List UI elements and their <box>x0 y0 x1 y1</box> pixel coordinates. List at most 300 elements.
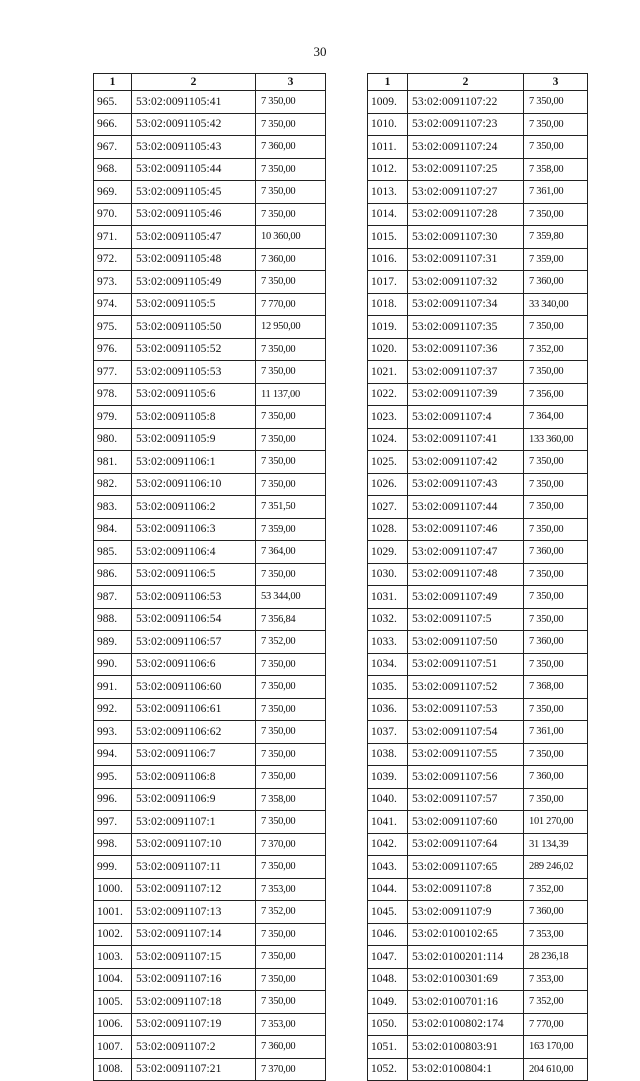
table-row <box>94 113 326 136</box>
column-header-number: 1 <box>368 74 408 91</box>
row-value: 7 350,00 <box>256 158 326 181</box>
row-number: 1012. <box>368 158 408 181</box>
cadastral-number: 53:02:0091105:6 <box>132 383 256 406</box>
row-value: 7 360,00 <box>256 248 326 271</box>
row-number: 1024. <box>368 428 408 451</box>
row-number: 1007. <box>94 1036 132 1059</box>
row-number: 1050. <box>368 1013 408 1036</box>
cadastral-number: 53:02:0091107:11 <box>132 856 256 879</box>
table-row <box>368 158 588 181</box>
row-number: 1032. <box>368 608 408 631</box>
cadastral-number: 53:02:0091105:9 <box>132 428 256 451</box>
row-number: 1041. <box>368 811 408 834</box>
row-value: 7 350,00 <box>256 721 326 744</box>
table-row <box>94 181 326 204</box>
cadastral-number: 53:02:0091106:3 <box>132 518 256 541</box>
cadastral-number: 53:02:0091106:62 <box>132 721 256 744</box>
table-row <box>94 203 326 226</box>
row-value: 7 350,00 <box>256 271 326 294</box>
row-value: 7 360,00 <box>524 271 588 294</box>
row-number: 1022. <box>368 383 408 406</box>
cadastral-number: 53:02:0091106:57 <box>132 631 256 654</box>
row-number: 974. <box>94 293 132 316</box>
row-number: 1049. <box>368 991 408 1014</box>
row-number: 1028. <box>368 518 408 541</box>
row-number: 1045. <box>368 901 408 924</box>
row-value: 7 350,00 <box>256 473 326 496</box>
row-number: 987. <box>94 586 132 609</box>
cadastral-number: 53:02:0091106:5 <box>132 563 256 586</box>
row-number: 1029. <box>368 541 408 564</box>
row-number: 1046. <box>368 923 408 946</box>
table-row <box>368 361 588 384</box>
table-row <box>94 968 326 991</box>
row-value: 7 352,00 <box>524 878 588 901</box>
table-row <box>368 586 588 609</box>
row-number: 972. <box>94 248 132 271</box>
row-value: 7 350,00 <box>524 113 588 136</box>
table-row <box>368 136 588 159</box>
table-row <box>368 563 588 586</box>
cadastral-number: 53:02:0091105:42 <box>132 113 256 136</box>
table-row <box>94 473 326 496</box>
cadastral-number: 53:02:0091107:1 <box>132 811 256 834</box>
cadastral-number: 53:02:0091106:7 <box>132 743 256 766</box>
row-number: 1044. <box>368 878 408 901</box>
row-value: 7 350,00 <box>256 856 326 879</box>
row-number: 1048. <box>368 968 408 991</box>
row-value: 7 353,00 <box>256 878 326 901</box>
table-row <box>94 946 326 969</box>
table-row <box>94 361 326 384</box>
row-number: 991. <box>94 676 132 699</box>
table-row <box>368 248 588 271</box>
row-number: 1031. <box>368 586 408 609</box>
row-number: 997. <box>94 811 132 834</box>
table-row <box>368 698 588 721</box>
column-header-value: 3 <box>256 74 326 91</box>
row-value: 7 350,00 <box>256 338 326 361</box>
cadastral-number: 53:02:0091107:31 <box>408 248 524 271</box>
row-value: 7 364,00 <box>524 406 588 429</box>
row-value: 133 360,00 <box>524 428 588 451</box>
cadastral-number: 53:02:0091107:64 <box>408 833 524 856</box>
cadastral-number: 53:02:0091107:41 <box>408 428 524 451</box>
table-row <box>368 721 588 744</box>
table-row <box>94 496 326 519</box>
cadastral-number: 53:02:0091107:43 <box>408 473 524 496</box>
row-value: 7 350,00 <box>524 316 588 339</box>
row-value: 53 344,00 <box>256 586 326 609</box>
row-value: 7 353,00 <box>524 968 588 991</box>
table-row <box>94 226 326 249</box>
table-row <box>94 721 326 744</box>
row-number: 1014. <box>368 203 408 226</box>
row-value: 7 353,00 <box>256 1013 326 1036</box>
cadastral-number: 53:02:0091105:49 <box>132 271 256 294</box>
row-number: 1011. <box>368 136 408 159</box>
cadastral-number: 53:02:0091105:52 <box>132 338 256 361</box>
row-number: 1052. <box>368 1058 408 1081</box>
table-row <box>94 541 326 564</box>
table-row <box>94 923 326 946</box>
row-number: 988. <box>94 608 132 631</box>
cadastral-number: 53:02:0091107:15 <box>132 946 256 969</box>
cadastral-number: 53:02:0091107:16 <box>132 968 256 991</box>
row-number: 998. <box>94 833 132 856</box>
cadastral-number: 53:02:0091106:6 <box>132 653 256 676</box>
table-row <box>368 946 588 969</box>
row-value: 7 350,00 <box>524 91 588 114</box>
row-number: 1025. <box>368 451 408 474</box>
row-number: 1000. <box>94 878 132 901</box>
table-row <box>368 991 588 1014</box>
cadastral-table-right <box>367 73 588 1081</box>
table-row <box>94 856 326 879</box>
row-value: 7 350,00 <box>524 518 588 541</box>
row-number: 1034. <box>368 653 408 676</box>
cadastral-number: 53:02:0091107:28 <box>408 203 524 226</box>
cadastral-number: 53:02:0091107:46 <box>408 518 524 541</box>
table-row <box>368 631 588 654</box>
row-number: 1016. <box>368 248 408 271</box>
table-row <box>94 451 326 474</box>
row-value: 289 246,02 <box>524 856 588 879</box>
row-number: 994. <box>94 743 132 766</box>
row-value: 7 352,00 <box>256 631 326 654</box>
row-value: 7 350,00 <box>524 136 588 159</box>
table-row <box>94 1058 326 1081</box>
row-value: 7 350,00 <box>256 91 326 114</box>
cadastral-number: 53:02:0091107:47 <box>408 541 524 564</box>
cadastral-number: 53:02:0091107:56 <box>408 766 524 789</box>
row-number: 965. <box>94 91 132 114</box>
row-value: 7 350,00 <box>256 406 326 429</box>
row-number: 1009. <box>368 91 408 114</box>
row-number: 1002. <box>94 923 132 946</box>
cadastral-number: 53:02:0100301:69 <box>408 968 524 991</box>
row-number: 1023. <box>368 406 408 429</box>
cadastral-number: 53:02:0091107:22 <box>408 91 524 114</box>
row-number: 1020. <box>368 338 408 361</box>
row-number: 985. <box>94 541 132 564</box>
table-row <box>94 586 326 609</box>
cadastral-number: 53:02:0091107:24 <box>408 136 524 159</box>
page-number: 30 <box>313 44 327 59</box>
row-value: 7 350,00 <box>524 788 588 811</box>
table-row <box>368 833 588 856</box>
row-value: 7 350,00 <box>256 428 326 451</box>
cadastral-number: 53:02:0091105:44 <box>132 158 256 181</box>
table-row <box>368 518 588 541</box>
table-row <box>368 451 588 474</box>
table-row <box>368 676 588 699</box>
row-value: 7 352,00 <box>524 991 588 1014</box>
row-number: 1027. <box>368 496 408 519</box>
row-value: 28 236,18 <box>524 946 588 969</box>
row-value: 7 350,00 <box>524 698 588 721</box>
row-value: 7 361,00 <box>524 181 588 204</box>
cadastral-number: 53:02:0091107:65 <box>408 856 524 879</box>
table-row <box>94 406 326 429</box>
cadastral-number: 53:02:0091107:21 <box>132 1058 256 1081</box>
table-row <box>368 766 588 789</box>
table-header-row <box>368 74 588 91</box>
row-value: 7 350,00 <box>256 991 326 1014</box>
table-row <box>368 91 588 114</box>
table-row <box>94 316 326 339</box>
cadastral-number: 53:02:0091107:13 <box>132 901 256 924</box>
cadastral-number: 53:02:0091105:48 <box>132 248 256 271</box>
table-row <box>94 428 326 451</box>
cadastral-number: 53:02:0091106:8 <box>132 766 256 789</box>
cadastral-number: 53:02:0091105:46 <box>132 203 256 226</box>
table-row <box>94 811 326 834</box>
cadastral-number: 53:02:0091107:57 <box>408 788 524 811</box>
table-row <box>368 113 588 136</box>
row-number: 978. <box>94 383 132 406</box>
table-row <box>368 383 588 406</box>
cadastral-number: 53:02:0091105:43 <box>132 136 256 159</box>
row-value: 7 770,00 <box>524 1013 588 1036</box>
cadastral-number: 53:02:0091107:14 <box>132 923 256 946</box>
row-value: 7 350,00 <box>256 766 326 789</box>
row-value: 7 352,00 <box>524 338 588 361</box>
row-value: 7 350,00 <box>524 451 588 474</box>
table-row <box>94 383 326 406</box>
row-value: 7 770,00 <box>256 293 326 316</box>
cadastral-number: 53:02:0091106:9 <box>132 788 256 811</box>
cadastral-number: 53:02:0091107:55 <box>408 743 524 766</box>
row-value: 7 368,00 <box>524 676 588 699</box>
row-value: 7 359,00 <box>256 518 326 541</box>
cadastral-number: 53:02:0091106:10 <box>132 473 256 496</box>
row-value: 7 350,00 <box>524 608 588 631</box>
row-number: 1008. <box>94 1058 132 1081</box>
row-number: 1017. <box>368 271 408 294</box>
row-number: 1010. <box>368 113 408 136</box>
cadastral-number: 53:02:0091107:2 <box>132 1036 256 1059</box>
row-value: 7 350,00 <box>256 113 326 136</box>
table-row <box>368 901 588 924</box>
row-number: 966. <box>94 113 132 136</box>
row-number: 971. <box>94 226 132 249</box>
row-number: 993. <box>94 721 132 744</box>
cadastral-number: 53:02:0091105:5 <box>132 293 256 316</box>
row-number: 1018. <box>368 293 408 316</box>
cadastral-number: 53:02:0100102:65 <box>408 923 524 946</box>
table-row <box>94 788 326 811</box>
row-number: 980. <box>94 428 132 451</box>
cadastral-number: 53:02:0091107:52 <box>408 676 524 699</box>
table-row <box>368 316 588 339</box>
row-number: 1013. <box>368 181 408 204</box>
row-value: 7 353,00 <box>524 923 588 946</box>
table-row <box>368 496 588 519</box>
table-row <box>368 856 588 879</box>
row-value: 7 350,00 <box>524 361 588 384</box>
table-row <box>368 878 588 901</box>
cadastral-number: 53:02:0091105:47 <box>132 226 256 249</box>
row-value: 7 370,00 <box>256 1058 326 1081</box>
cadastral-number: 53:02:0091107:9 <box>408 901 524 924</box>
row-value: 7 350,00 <box>256 451 326 474</box>
row-value: 7 360,00 <box>256 1036 326 1059</box>
row-value: 7 350,00 <box>256 181 326 204</box>
row-value: 7 350,00 <box>524 653 588 676</box>
row-value: 7 350,00 <box>256 653 326 676</box>
row-number: 973. <box>94 271 132 294</box>
table-row <box>94 653 326 676</box>
cadastral-number: 53:02:0091107:54 <box>408 721 524 744</box>
row-number: 1042. <box>368 833 408 856</box>
row-number: 979. <box>94 406 132 429</box>
table-row <box>94 1013 326 1036</box>
row-value: 7 352,00 <box>256 901 326 924</box>
table-row <box>94 631 326 654</box>
table-row <box>94 878 326 901</box>
table-row <box>368 1013 588 1036</box>
table-row <box>94 991 326 1014</box>
table-row <box>94 91 326 114</box>
row-number: 1019. <box>368 316 408 339</box>
cadastral-number: 53:02:0091107:53 <box>408 698 524 721</box>
row-number: 1037. <box>368 721 408 744</box>
table-row <box>94 1036 326 1059</box>
table-row <box>368 1036 588 1059</box>
cadastral-number: 53:02:0091107:36 <box>408 338 524 361</box>
row-value: 204 610,00 <box>524 1058 588 1081</box>
table-row <box>94 338 326 361</box>
cadastral-number: 53:02:0091105:50 <box>132 316 256 339</box>
table-row <box>368 181 588 204</box>
row-number: 977. <box>94 361 132 384</box>
table-row <box>94 518 326 541</box>
row-number: 996. <box>94 788 132 811</box>
table-row <box>368 608 588 631</box>
row-value: 7 350,00 <box>256 563 326 586</box>
row-value: 7 350,00 <box>256 923 326 946</box>
row-number: 999. <box>94 856 132 879</box>
table-row <box>94 698 326 721</box>
row-value: 7 350,00 <box>524 473 588 496</box>
row-number: 1047. <box>368 946 408 969</box>
cadastral-number: 53:02:0100804:1 <box>408 1058 524 1081</box>
cadastral-number: 53:02:0091107:32 <box>408 271 524 294</box>
row-value: 163 170,00 <box>524 1036 588 1059</box>
row-number: 1004. <box>94 968 132 991</box>
row-number: 989. <box>94 631 132 654</box>
table-row <box>368 203 588 226</box>
cadastral-number: 53:02:0091107:35 <box>408 316 524 339</box>
table-row <box>368 473 588 496</box>
row-value: 7 358,00 <box>524 158 588 181</box>
cadastral-number: 53:02:0091105:41 <box>132 91 256 114</box>
cadastral-number: 53:02:0100701:16 <box>408 991 524 1014</box>
cadastral-number: 53:02:0091105:8 <box>132 406 256 429</box>
cadastral-number: 53:02:0091107:5 <box>408 608 524 631</box>
row-value: 33 340,00 <box>524 293 588 316</box>
row-value: 7 360,00 <box>524 766 588 789</box>
row-number: 1030. <box>368 563 408 586</box>
row-number: 967. <box>94 136 132 159</box>
cadastral-number: 53:02:0091106:61 <box>132 698 256 721</box>
row-value: 7 359,00 <box>524 248 588 271</box>
row-number: 1001. <box>94 901 132 924</box>
table-row <box>94 743 326 766</box>
row-number: 1051. <box>368 1036 408 1059</box>
cadastral-number: 53:02:0091107:49 <box>408 586 524 609</box>
cadastral-number: 53:02:0091107:50 <box>408 631 524 654</box>
row-number: 1003. <box>94 946 132 969</box>
row-value: 10 360,00 <box>256 226 326 249</box>
table-row <box>94 293 326 316</box>
row-value: 7 360,00 <box>256 136 326 159</box>
table-row <box>368 271 588 294</box>
row-value: 7 360,00 <box>524 631 588 654</box>
cadastral-number: 53:02:0091107:48 <box>408 563 524 586</box>
cadastral-number: 53:02:0091107:51 <box>408 653 524 676</box>
cadastral-number: 53:02:0091106:2 <box>132 496 256 519</box>
row-value: 7 358,00 <box>256 788 326 811</box>
cadastral-number: 53:02:0091107:23 <box>408 113 524 136</box>
table-row <box>94 766 326 789</box>
cadastral-number: 53:02:0091106:54 <box>132 608 256 631</box>
row-number: 981. <box>94 451 132 474</box>
row-value: 31 134,39 <box>524 833 588 856</box>
cadastral-number: 53:02:0091107:12 <box>132 878 256 901</box>
row-value: 7 360,00 <box>524 901 588 924</box>
cadastral-number: 53:02:0091107:8 <box>408 878 524 901</box>
cadastral-number: 53:02:0100803:91 <box>408 1036 524 1059</box>
row-value: 7 350,00 <box>256 361 326 384</box>
table-row <box>368 788 588 811</box>
table-row <box>94 901 326 924</box>
table-row <box>94 608 326 631</box>
cadastral-number: 53:02:0091107:27 <box>408 181 524 204</box>
row-number: 1033. <box>368 631 408 654</box>
row-value: 7 350,00 <box>524 496 588 519</box>
row-value: 7 350,00 <box>256 698 326 721</box>
row-number: 968. <box>94 158 132 181</box>
row-value: 7 350,00 <box>256 743 326 766</box>
row-value: 7 361,00 <box>524 721 588 744</box>
row-number: 970. <box>94 203 132 226</box>
row-number: 1040. <box>368 788 408 811</box>
cadastral-number: 53:02:0091107:37 <box>408 361 524 384</box>
table-row <box>368 428 588 451</box>
cadastral-number: 53:02:0091107:10 <box>132 833 256 856</box>
table-row <box>368 743 588 766</box>
row-value: 7 370,00 <box>256 833 326 856</box>
table-row <box>94 271 326 294</box>
cadastral-number: 53:02:0091106:1 <box>132 451 256 474</box>
table-row <box>94 833 326 856</box>
row-value: 12 950,00 <box>256 316 326 339</box>
table-row <box>368 811 588 834</box>
table-row <box>368 968 588 991</box>
row-value: 7 356,00 <box>524 383 588 406</box>
row-value: 7 350,00 <box>524 563 588 586</box>
row-value: 7 350,00 <box>524 743 588 766</box>
row-number: 1035. <box>368 676 408 699</box>
table-header-row <box>94 74 326 91</box>
row-number: 1036. <box>368 698 408 721</box>
row-number: 1021. <box>368 361 408 384</box>
table-row <box>368 406 588 429</box>
row-number: 984. <box>94 518 132 541</box>
cadastral-number: 53:02:0091107:18 <box>132 991 256 1014</box>
